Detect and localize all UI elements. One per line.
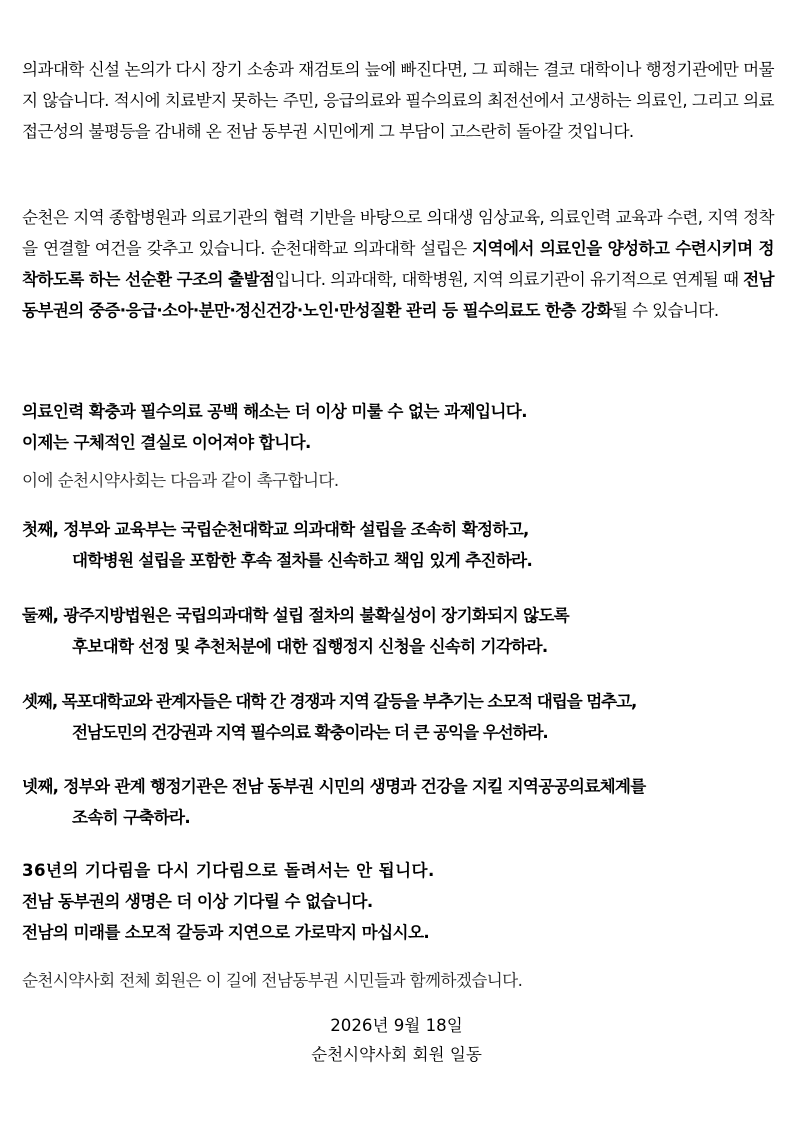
- demand-1-line-1: 첫째, 정부와 교육부는 국립순천대학교 의과대학 설립을 조속히 확정하고,: [22, 520, 529, 539]
- intro-line-3: 이에 순천시약사회는 다음과 같이 촉구합니다.: [22, 471, 339, 490]
- demand-item-4: [22, 771, 782, 833]
- para2-text-3: 될 수 있습니다.: [611, 301, 719, 320]
- intro-line-1: 의료인력 확충과 필수의료 공백 해소는 더 이상 미룰 수 없는 과제입니다.: [22, 402, 527, 421]
- closing-line-2: 전남 동부권의 생명은 더 이상 기다릴 수 없습니다.: [22, 892, 373, 911]
- intro-line-2: 이제는 구체적인 결실로 이어져야 합니다.: [22, 433, 311, 452]
- demand-4-line-2: 조속히 구축하라.: [72, 808, 190, 827]
- document-date: 2026년 9월 18일: [330, 1016, 463, 1035]
- demand-item-1: [22, 514, 782, 576]
- demand-3-line-1: 셋째, 목포대학교와 관계자들은 대학 간 경쟁과 지역 갈등을 부추기는 소모적 대립을 멈추고,: [22, 692, 637, 711]
- demand-item-3: [22, 686, 782, 748]
- demand-item-2: [22, 600, 782, 662]
- para2-text-1: 순천은 지역 종합병원과 의료기관의 협력 기반을 바탕으로 의대생 임상교육, 의료인력 교육과 수련, 지역 정착을 연결할 여건을 갖추고 있습니다. 순천대학교 의과대학 설립은: [22, 208, 774, 258]
- para2-bold-1: 지역에서 의료인을 양성하고 수련시키며 정착하도록 하는 선순환 구조의 출발점: [22, 239, 774, 289]
- demand-2-line-2: 후보대학 선정 및 추천처분에 대한 집행정지 신청을 신속히 기각하라.: [72, 637, 548, 656]
- paragraph-consequences: 의과대학 신설 논의가 다시 장기 소송과 재검토의 늪에 빠진다면, 그 피해는 결코 대학이나 행정기관에만 머물지 않습니다. 적시에 치료받지 못하는 주민, 응급의료와 필수의료의 최전선에서 고생하는 의료인, 그리고 의료 접근성의 불평등을 감내해 온 전남 동부권 시민에게 그 부담이 고스란히 돌아갈 것입니다.: [22, 60, 774, 141]
- demand-4-line-1: 넷째, 정부와 관계 행정기관은 전남 동부권 시민의 생명과 건강을 지킬 지역공공의료체계를: [22, 777, 646, 796]
- closing-line-3: 전남의 미래를 소모적 갈등과 지연으로 가로막지 마십시오.: [22, 923, 430, 942]
- document-signature: 순천시약사회 회원 일동: [311, 1045, 482, 1064]
- demand-3-line-2: 전남도민의 건강권과 지역 필수의료 확충이라는 더 큰 공익을 우선하라.: [72, 723, 548, 742]
- demand-2-line-1: 둘째, 광주지방법원은 국립의과대학 설립 절차의 불확실성이 장기화되지 않도록: [22, 606, 570, 625]
- closing-line-1: 36년의 기다림을 다시 기다림으로 돌려서는 안 됩니다.: [22, 861, 435, 880]
- closing-line-4: 순천시약사회 전체 회원은 이 길에 전남동부권 시민들과 함께하겠습니다.: [22, 971, 523, 990]
- para2-bold-2: 전남 동부권의 중증·응급·소아·분만·정신건강·노인·만성질환 관리 등 필수의료도 한층 강화: [22, 270, 774, 320]
- para2-text-2: 입니다. 의과대학, 대학병원, 지역 의료기관이 유기적으로 연계될 때: [274, 270, 744, 289]
- paragraph-suncheon-readiness: [22, 202, 774, 326]
- demand-1-line-2: 대학병원 설립을 포함한 후속 절차를 신속하고 책임 있게 추진하라.: [72, 551, 533, 570]
